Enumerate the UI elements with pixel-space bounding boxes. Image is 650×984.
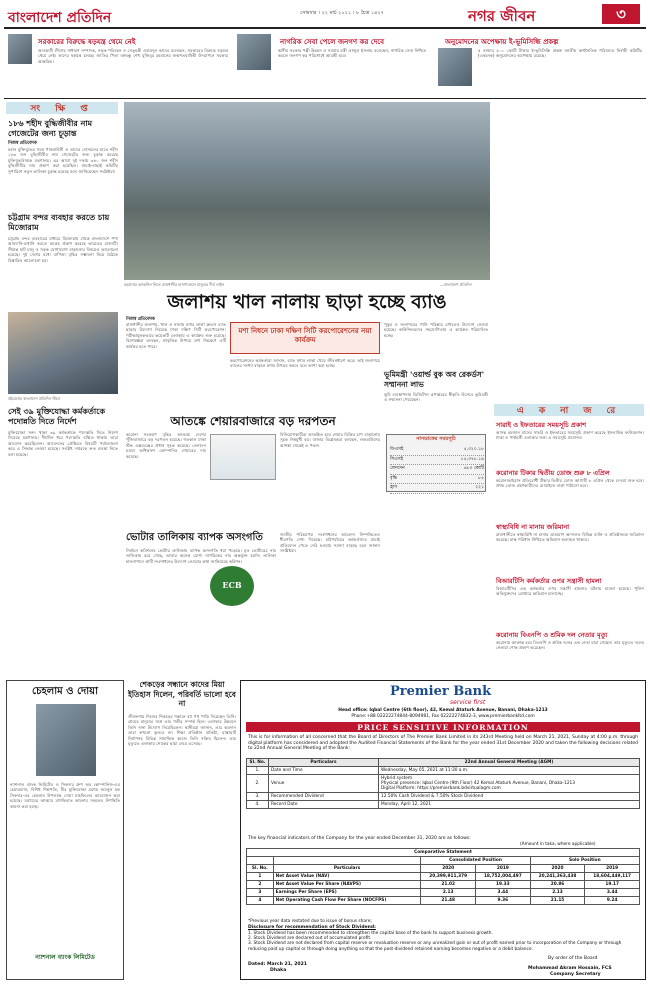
market-row-label: সিএসই <box>390 456 403 462</box>
main-photo-caption: করোনার ভ্যাকসিন নিতে রাজধানীর হাসপাতালে মানুষের দীর্ঘ লাইন <box>124 282 225 287</box>
agm-header-cell: Particulars <box>269 759 379 767</box>
comp-header-cell: Sl. No. <box>247 865 274 873</box>
left-headline-c: সেই ৩৯ মুক্তিযোদ্ধা কর্মকর্তাকে পদোন্নতি দিতে নির্দেশ <box>8 406 106 426</box>
agm-header-cell: Sl. No. <box>247 759 269 767</box>
left-headline-b: চট্টগ্রাম বন্দর ব্যবহার করতে চায় মিজোরাম <box>8 212 110 232</box>
market-row-label: লেনদেন <box>390 466 405 471</box>
comp-year-cell: 2019 <box>476 865 531 873</box>
share-text-1: করোনা সংক্রমণ বৃদ্ধির আতঙ্কে দেশের পুঁজিবাজারে বড় দরপতন হয়েছে। গতকাল ঢাকা স্টক এক্সচেঞ্জের প্রধান সূচক কমেছে। লেনদেন হওয়া অধিকাংশ কোম্পানির শেয়ারের দাম কমেছে। <box>126 432 206 459</box>
top-text-1: আওয়ামী লীগের সাধারণ সম্পাদক, সড়ক পরিবহন ও সেতুমন্ত্রী ওবায়দুল কাদের বলেছেন, সরকারের বিরুদ্ধে ষড়যন্ত্র থেমে নেই। তাদের ষড়যন্ত্র চলছে। জাতির পিতা বঙ্গবন্ধু শেখ মুজিবুর রহমানের জন্মশতবার্ষিকী উদযাপনে সরকার আন্তরিক। <box>38 48 228 64</box>
ad-signer-title: Company Secretary <box>550 972 601 977</box>
market-rows <box>390 446 484 494</box>
date-line: সোমবার । ২২ মার্চ ২০২১ । ৮ চৈত্র ১৪২৭ <box>300 10 384 16</box>
agm-row <box>247 801 640 809</box>
right-text-c: রাজধানীতে স্বাস্থ্যবিধি না মানায় ভ্রাম্যমাণ আদালত বিভিন্ন ব্যক্তি ও প্রতিষ্ঠানকে জরিমানা করেছে। মাস্ক পরিধান নিশ্চিতে অভিযান অব্যাহত থাকবে। <box>496 532 644 543</box>
ad-contact: Phone:+88 02222274844-8094981, Fax 02222274832-3, www.premierbankltd.com <box>351 714 535 719</box>
comp-year-cell: 2020 <box>530 865 585 873</box>
voter-text: নির্বাচন কমিশনের ভোটার তালিকায় ব্যাপক অসংগতি ধরা পড়েছে। মৃত ভোটারের নাম তালিকায় রয়ে গেছে, আবার অনেক যোগ্য নাগরিকের নাম অন্তর্ভুক্ত হয়নি। তালিকা হালনাগাদে ত্রুটি সংশোধনের উদ্যোগ নেওয়ার কথা জানিয়েছে কমিশন। <box>126 548 276 564</box>
comp-cell: Net Operating Cash Flow Per Share (NOCFPS) <box>273 897 421 905</box>
right-section-tag: এ ক না জ রে <box>494 404 644 416</box>
market-row-value: ৮৫ <box>478 475 484 481</box>
ad-key-note: The key financial indicators of the Company for the year ended December 31, 2020 are as follows: <box>248 836 471 841</box>
comp-table-wrap <box>246 848 640 905</box>
comp-cell: 21.02 <box>421 881 476 889</box>
voter-logo-text: ECB <box>222 580 242 590</box>
agm-cell: Record Date <box>269 801 379 809</box>
ad-signer: Mohammad Akram Hossain, FCS <box>528 966 612 971</box>
main-text-3: পুকুর ও জলাশয়ের পানি পরিষ্কার রাখতেও উদ্যোগ নেওয়া হয়েছে। কাউন্সিলরদের সহযোগিতায় এ কার্যক্রম পরিচালিত হচ্ছে। <box>384 322 488 338</box>
comp-cell: 9.36 <box>476 897 531 905</box>
comp-row <box>247 881 640 889</box>
comp-cell: 2.13 <box>530 889 585 897</box>
agm-cell: 2. <box>247 775 269 793</box>
comp-group-cell: Consolidated Position <box>421 857 530 865</box>
agm-table <box>246 758 640 809</box>
main-headline-land: ভূমিমন্ত্রী 'ওয়ার্ল্ড বুক অব রেকর্ডস' সম্মাননা লাভ <box>384 370 484 389</box>
market-row-value: ২২১ <box>475 485 484 490</box>
agm-cell: Monday, April 12, 2021 <box>379 801 640 809</box>
agm-cell: 3. <box>247 793 269 801</box>
voter-headline: ভোটার তালিকায় ব্যাপক অসংগতি <box>126 532 263 543</box>
ad-place: Dhaka <box>270 968 287 973</box>
comp-row <box>247 873 640 881</box>
main-photo <box>124 102 490 280</box>
market-row <box>390 456 484 466</box>
obit-text: ন্যাশনাল ব্যাংক লিমিটেড ও সিকদার গ্রুপ অব কোম্পানিজ-এর চেয়ারম্যান, বিশিষ্ট শিল্পপতি, বীর মুক্তিযোদ্ধা মরহুম জয়নুল হক সিকদার-এর চেহলাম উপলক্ষে দোয়া মাহফিলের আয়োজন করা হয়েছে। মরহুমের আত্মার মাগফিরাত কামনায় সকলের উপস্থিতি কামনা করা হচ্ছে। <box>10 782 120 809</box>
comp-cell: 20.86 <box>530 881 585 889</box>
ad-tagline: service first <box>450 699 486 706</box>
ad-amount-note: (Amount in taka, where applicable) <box>520 842 596 847</box>
comp-year-cell: 2019 <box>585 865 640 873</box>
strip-rule <box>4 98 646 99</box>
comp-cell: 21.15 <box>530 897 585 905</box>
comp-cell: 2.13 <box>421 889 476 897</box>
ad-dated: Dated: March 21, 2021 <box>248 962 308 967</box>
comp-cell: 19.17 <box>585 881 640 889</box>
ad-title: PRICE SENSITIVE INFORMATION <box>357 723 529 732</box>
comp-title: Comparative Statement <box>247 849 640 857</box>
share-text-2: বিনিয়োগকারীরা আতঙ্কিত হয়ে শেয়ার বিক্রির চাপ বাড়ানোয় সূচক নিম্নমুখী হয়। বাজার বিশ্লেষকরা বলছেন, লকডাউনের আশঙ্কা থেকেই এ পতন। <box>280 432 380 448</box>
agm-header-cell: 22nd Annual General Meeting (AGM) <box>379 759 640 767</box>
top-photo-3 <box>438 48 472 86</box>
market-row <box>390 475 484 485</box>
share-chart <box>210 434 276 480</box>
ad-bank-name: Premier Bank <box>390 684 492 699</box>
comp-cell: 2 <box>247 881 274 889</box>
top-photo-2 <box>237 34 271 70</box>
ad-footnote: *Previous year data restated due to issue of bonus share; <box>248 919 372 924</box>
right-headline-d: বিআরটিসি কর্মকর্তার ওপর সন্ত্রাসী হামলা <box>496 577 602 585</box>
left-section-tag: সং ক্ষি প্ত <box>6 102 118 114</box>
bottom-text: জীবদ্দশায় নিজের শিকড়ের সন্ধানে বহু পথ পাড়ি দিয়েছেন তিনি। গ্রামের মানুষের সঙ্গে তার গভীর সম্পর্ক ছিল। এলাকার উন্নয়নে তিনি নানা উদ্যোগ নিয়েছিলেন। স্থানীয়রা জানান, তার অবদান তারা কখনো ভুলবে না। শিক্ষা প্রতিষ্ঠান প্রতিষ্ঠা, রাস্তাঘাট নির্মাণসহ বিভিন্ন সামাজিক কাজে তিনি সক্রিয় ছিলেন। তার মৃত্যুতে এলাকায় শোকের ছায়া নেমে এসেছে। <box>128 714 236 747</box>
market-row-value: ১৫,৩৭৮.১৯ <box>460 456 484 462</box>
market-row-label: বৃদ্ধি <box>390 475 398 481</box>
bottom-headline: শেকড়ের সন্ধানে কাদের মিয়া ইতিহাস দিলেন, পরিবর্তি ভালো হবে না <box>128 680 236 708</box>
ad-head-office: Head office: Iqbal Centre (6th floor), 42, Kemal Ataturk Avenue, Banani, Dhaka-1213 <box>338 708 548 713</box>
obit-bank: ন্যাশনাল ব্যাংক লিমিটেড <box>35 954 95 961</box>
left-text-a: মহান মুক্তিযুদ্ধের সময় পাকবাহিনী ও তাদের দোসরদের হাতে শহীদ ১৮৬ জন বুদ্ধিজীবীর নাম গেজেটের জন্য চূড়ান্ত করেছে মুক্তিযুদ্ধবিষয়ক মন্ত্রণালয়। এর আগে দুই দফায় ৩৪০ জন শহীদ বুদ্ধিজীবীর নাম প্রকাশ করা হয়েছিল। যাচাই-বাছাই কমিটির সুপারিশে নতুন তালিকা চূড়ান্ত হয়েছে বলে জানিয়েছেন সংশ্লিষ্টরা। <box>8 147 118 174</box>
left-text-b: চট্টগ্রাম বন্দর ব্যবহারের মাধ্যমে মিজোরাম থেকে বাংলাদেশে পণ্য আমদানি-রপ্তানি করতে আগ্রহ প্রকাশ করেছে ভারতের রাজ্যটি। সীমান্ত হাট চালু ও সড়ক যোগাযোগ বাড়ানোর বিষয়েও আলোচনা হয়েছে। দুই দেশের মধ্যে বাণিজ্য বৃদ্ধির সম্ভাবনা নিয়ে বৈঠকে বিস্তারিত আলোচনা হয়। <box>8 236 118 263</box>
right-headline-b: করোনার টিকার দ্বিতীয় ডোজ শুরু ৮ এপ্রিল <box>496 469 610 477</box>
ad-disclosure-title: Disclosure for recommendation of Stock Dividend: <box>248 925 376 930</box>
market-row <box>390 446 484 456</box>
comp-blank-cell <box>247 857 274 865</box>
top-photo-1 <box>8 34 32 64</box>
comp-cell: 20,241,363,438 <box>530 873 585 881</box>
agm-cell: Hybrid system Physical presence: Iqbal Centre (9th Floor) 42 Kemal Ataturk Avenue, Banani, Dhaka-1213 Digital Platform: https://premierbank.bdvirtualagm.com <box>379 775 640 793</box>
comp-cell: 3.44 <box>585 889 640 897</box>
comp-year-cell: 2020 <box>421 865 476 873</box>
masthead-rule <box>4 27 646 29</box>
agm-cell: Date and Time <box>269 767 379 775</box>
top-headline-3: অনুমোদনের অপেক্ষায় ই-ভূমিসিন্ধি প্রকল্প <box>445 37 559 46</box>
agm-row <box>247 767 640 775</box>
agm-row <box>247 793 640 801</box>
comp-cell: 21.48 <box>421 897 476 905</box>
main-photo-credit: —বাংলাদেশ প্রতিদিন <box>440 282 472 287</box>
share-headline: আতঙ্কে শেয়ারবাজারে বড় দরপতন <box>170 414 336 428</box>
obit-title: চেহলাম ও দোয়া <box>32 686 98 697</box>
left-photo-caption: বইমেলায় বাংলাদেশ প্রতিদিন স্টলে <box>8 396 60 401</box>
agm-cell: 4. <box>247 801 269 809</box>
comp-cell: 1 <box>247 873 274 881</box>
comp-cell: 18,604,449,117 <box>585 873 640 881</box>
voter-text-2: জাতীয় পরিচয়পত্র সংশোধনের আবেদন নিষ্পত্তিতেও ধীরগতি দেখা দিয়েছে। মাঠপর্যায়ের কর্মকর্তাদের যাচাই প্রতিবেদন পেতে দেরি হওয়ায় সমস্যা বাড়ছে বলে জানান সংশ্লিষ্টরা। <box>280 532 380 554</box>
right-headline-c: স্বাস্থ্যবিধি না মানায় জরিমানা <box>496 523 570 531</box>
top-text-3: ৫ হাজার ৮০০ কোটি টাকার ই-ভূমিসিন্ধি প্রকল্প জাতীয় অর্থনৈতিক পরিষদের নির্বাহী কমিটির (একনেক) অনুমোদনের অপেক্ষায় রয়েছে। <box>478 48 642 59</box>
ad-disclosure-list <box>248 931 638 952</box>
disclosure-item: 2. Stock Dividend are declared out of accumulated profit. <box>248 936 372 942</box>
main-quote: মশা নিধনে ঢাকা দক্ষিণ সিটি করপোরেশনের নয়া কার্যক্রম <box>238 326 372 344</box>
left-text-c: মুক্তিযোদ্ধা সনদ থাকা ৩৯ কর্মকর্তাকে পদোন্নতি দিতে নির্দেশ দিয়েছে মন্ত্রণালয়। দীর্ঘদিন ধরে পদোন্নতি বঞ্চিত থাকায় তারা আবেদন করেছিলেন। আবেদনের প্রেক্ষিতে বিষয়টি পর্যালোচনা করে এ সিদ্ধান্ত নেওয়া হয়েছে। সংশ্লিষ্ট দপ্তরকে দ্রুত ব্যবস্থা নিতে বলা হয়েছে। <box>8 430 118 457</box>
right-text-d: বিআরটিসির এক কর্মকর্তার ওপর সন্ত্রাসী হামলার ঘটনায় মামলা হয়েছে। পুলিশ অভিযুক্তদের গ্রেপ্তারে অভিযান চালাচ্ছে। <box>496 586 644 597</box>
main-headline: জলাশয় খাল নালায় ছাড়া হচ্ছে ব্যাঙ <box>167 291 447 313</box>
main-text-1: রাজধানীর জলাশয়, খাল ও নালায় মশার লার্ভা ধ্বংসে ব্যাঙ ছাড়ার উদ্যোগ নিয়েছে ঢাকা দক্ষিণ সিটি করপোরেশন। পরীক্ষামূলকভাবে কয়েকটি এলাকায় এ কার্যক্রম শুরু হয়েছে। বিশেষজ্ঞরা বলছেন, প্রাকৃতিক উপায়ে মশা নিয়ন্ত্রণে এটি কার্যকর হতে পারে। <box>126 322 226 349</box>
top-text-2: স্থানীয় সরকার পল্লী উন্নয়ন ও সমবায় মন্ত্রী তাজুল ইসলাম বলেছেন, নাগরিক সেবা নিশ্চিত করলে জনগণ কর পরিশোধে আগ্রহী হবে। <box>278 48 426 59</box>
market-row <box>390 484 484 494</box>
ad-order: By order of the Board <box>548 956 598 961</box>
comp-row <box>247 897 640 905</box>
comp-cell: Net Asset Value (NAV) <box>273 873 421 881</box>
market-row-label: ডিএসই <box>390 447 404 452</box>
comp-cell: 4 <box>247 897 274 905</box>
market-row-value: ৫,৩২০.১৮ <box>463 447 484 452</box>
top-headline-1: সরকারের বিরুদ্ধে ষড়যন্ত্র থেমে নেই <box>38 37 136 46</box>
comp-blank-cell <box>273 857 421 865</box>
obit-photo <box>36 704 96 776</box>
agm-row <box>247 775 640 793</box>
top-headline-2: নাগরিক সেবা পেলে জনগণ কর দেবে <box>280 37 384 46</box>
comp-cell: 20,399,911,379 <box>421 873 476 881</box>
agm-cell: Venue <box>269 775 379 793</box>
comp-cell: 9.24 <box>585 897 640 905</box>
left-photo <box>8 312 118 394</box>
comp-cell: Earnings Per Share (EPS) <box>273 889 421 897</box>
main-text-2: করপোরেশনের কর্মকর্তারা জানান, ব্যাঙ মশার লার্ভা খেয়ে জীবনধারণ করে। তাই জলাশয়ে ব্যাঙের সংখ্যা বাড়লে মশার উপদ্রব কমবে বলে আশা করা হচ্ছে। <box>230 358 380 369</box>
market-box-title: নাসডাকের সময়সূচি <box>416 436 456 442</box>
main-byline: নিজস্ব প্রতিবেদক <box>126 317 155 322</box>
agm-cell: 12.50% Cash Dividend & 7.50% Stock Dividend <box>379 793 640 801</box>
comp-cell: 3.44 <box>476 889 531 897</box>
right-headline-a: সারাই ও ইফতারের সময়সূচি প্রকাশ <box>496 421 587 429</box>
left-byline-a: নিজস্ব প্রতিবেদক <box>8 141 37 146</box>
logo: বাংলাদেশ প্রতিদিন <box>8 10 112 26</box>
right-text-b: করোনাভাইরাস প্রতিরোধী টিকার দ্বিতীয় ডোজ আগামী ৮ এপ্রিল থেকে দেওয়া শুরু হবে। প্রথম ডোজ গ্রহণকারীদের মোবাইলে বার্তা পাঠানো হবে। <box>496 478 644 489</box>
right-headline-e: করোনায় বিএনপি ও শ্রমিক দল নেতার মৃত্যু <box>496 631 608 639</box>
main-text-land: ভূমি ব্যবস্থাপনায় ডিজিটাল রূপান্তরের স্বীকৃতি হিসেবে ভূমিমন্ত্রী এ সম্মাননা পেয়েছেন। <box>384 392 488 403</box>
left-headline-a: ১৮৬ শহীদ বুদ্ধিজীবীর নাম গেজেটের জন্য চূড়ান্ত <box>8 118 93 138</box>
ad-intro: This is for information of all concerned that the Board of Directors of The Premier Bank Limited in its 243rd Meeting held on March 21, 2021, Sunday at 4:00 p.m. through digital platform has considered and adopted the Audited Financial Statements of the Bank for the year ended 31st December 2020 and taken the following decisions related to 22nd Annual General Meeting of the Bank: <box>248 735 638 752</box>
comp-cell: 19.33 <box>476 881 531 889</box>
market-row-value: ৬৮০ কোটি <box>463 466 484 471</box>
comp-cell: 18,752,004,497 <box>476 873 531 881</box>
comp-header-cell: Particulars <box>273 865 421 873</box>
comp-cell: Net Asset Value Per Share (NAVPS) <box>273 881 421 889</box>
agm-cell: Wednesday, May 05, 2021 at 11:30 a.m. <box>379 767 640 775</box>
page-number: ৩ <box>602 4 640 24</box>
agm-cell: 1. <box>247 767 269 775</box>
comp-group-cell: Solo Position <box>530 857 639 865</box>
agm-table-wrap <box>246 758 640 809</box>
masthead <box>0 0 650 28</box>
market-row-label: হ্রাস <box>390 485 398 490</box>
agm-cell: Recommended Dividend <box>269 793 379 801</box>
market-row <box>390 465 484 475</box>
comp-row <box>247 889 640 897</box>
right-text-e: করোনায় আক্রান্ত হয়ে বিএনপি ও শ্রমিক দলের এক নেতা মারা গেছেন। তার মৃত্যুতে দলের নেতারা শোক প্রকাশ করেছেন। <box>496 640 644 651</box>
disclosure-item: 1. Stock Dividend has been recommended to strengthen the capital base of the bank to support business growth. <box>248 931 493 936</box>
disclosure-item: 3. Stock Dividend are not declared from capital reserve or revaluation reserve or any unrealized gain or out of profit earned prior to incorporation of the Company or through reducing paid up capital or through doing anything so that the post-dividend retained earning becomes negative or a debit balance. <box>248 941 622 952</box>
section-title: নগর জীবন <box>468 7 536 25</box>
right-text-a: আসন্ন রমজান মাসের সাহরি ও ইফতারের সময়সূচি প্রকাশ করেছে ইসলামিক ফাউন্ডেশন। ঢাকা ও পার্শ্ববর্তী এলাকার জন্য এ সময়সূচি প্রযোজ্য। <box>496 430 644 441</box>
comp-table <box>246 848 640 905</box>
comp-cell: 3 <box>247 889 274 897</box>
